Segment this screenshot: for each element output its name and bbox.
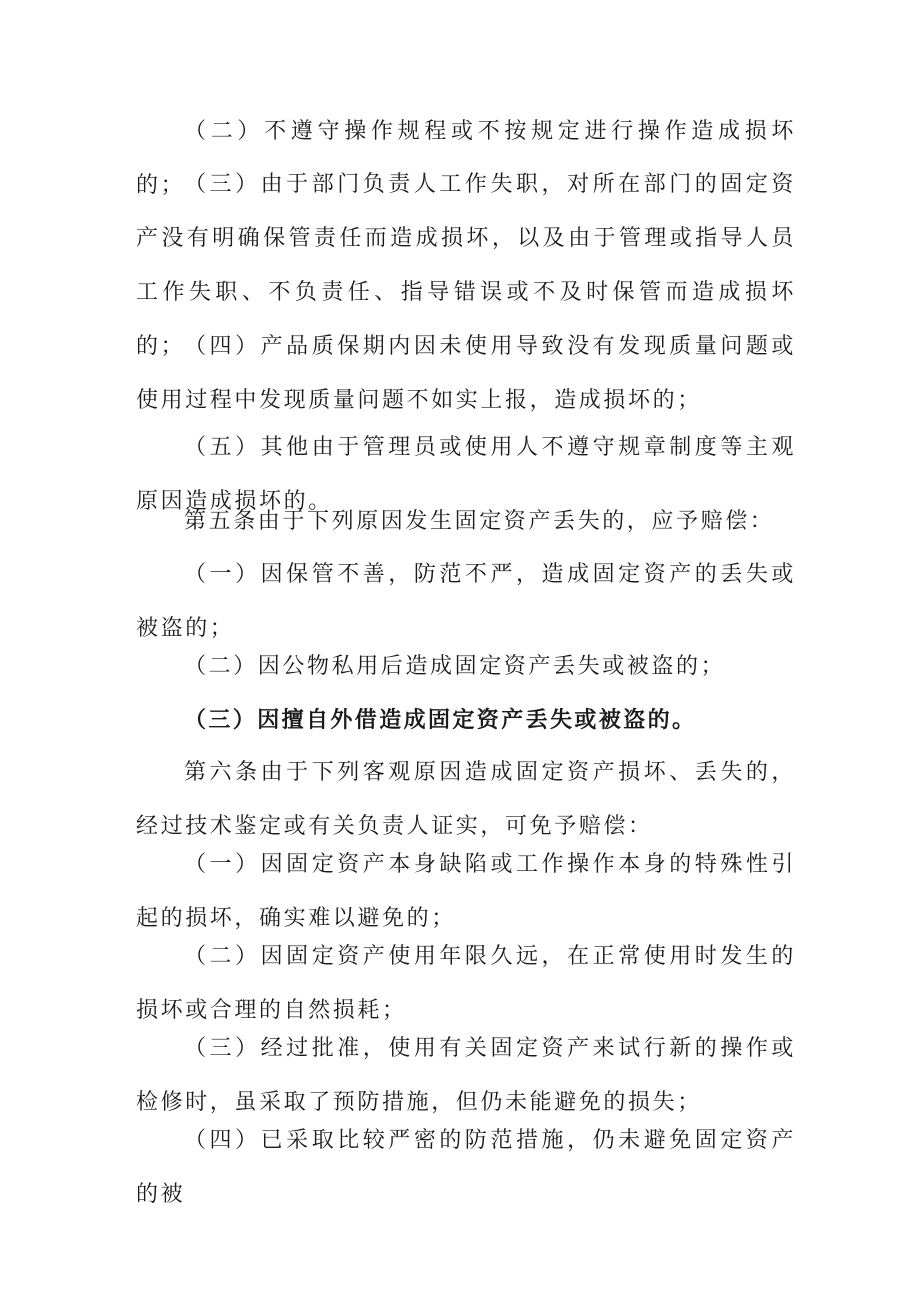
paragraph-exempt-clause-2: （二）因固定资产使用年限久远，在正常使用时发生的损坏或合理的自然损耗； xyxy=(136,944,796,1023)
paragraph-clause-3-damage: （三）由于部门负责人工作失职，对所在部门的固定资产没有明确保管责任而造成损坏，以及由于管理或指导人员工作失职、不负责任、指导错误或不及时保管而造成损坏的； xyxy=(136,172,796,359)
paragraph-loss-clause-3: （三）因擅自外借造成固定资产丢失或被盗的。 xyxy=(184,707,697,733)
paragraph-exempt-clause-1: （一）因固定资产本身缺陷或工作操作本身的特殊性引起的损坏，确实难以避免的； xyxy=(136,852,796,931)
paragraph-clause-5-damage: （五）其他由于管理员或使用人不遵守规章制度等主观原因造成损坏的。 xyxy=(136,435,796,514)
paragraph-article-6: 第六条由于下列客观原因造成固定资产损坏、丢失的，经过技术鉴定或有关负责人证实，可免予赔偿： xyxy=(136,760,796,839)
paragraph-loss-clause-1: （一）因保管不善，防范不严，造成固定资产的丢失或被盗的； xyxy=(136,562,796,641)
paragraph-loss-clause-2: （二）因公物私用后造成固定资产丢失或被盗的； xyxy=(184,654,726,679)
paragraph-article-5: 第五条由于下列原因发生固定资产丢失的，应予赔偿： xyxy=(184,509,775,534)
paragraph-clause-4-damage: （四）产品质保期内因未使用导致没有发现质量问题或使用过程中发现质量问题不如实上报，造成损坏的； xyxy=(136,334,796,413)
paragraph-exempt-clause-3: （三）经过批准，使用有关固定资产来试行新的操作或检修时，虽采取了预防措施，但仍未能避免的损失； xyxy=(136,1036,796,1115)
paragraph-clause-2-damage: （二）不遵守操作规程或不按规定进行操作造成损坏的； xyxy=(136,119,796,198)
paragraph-exempt-clause-4: （四）已采取比较严密的防范措施，仍未避免固定资产的被 xyxy=(136,1128,796,1207)
